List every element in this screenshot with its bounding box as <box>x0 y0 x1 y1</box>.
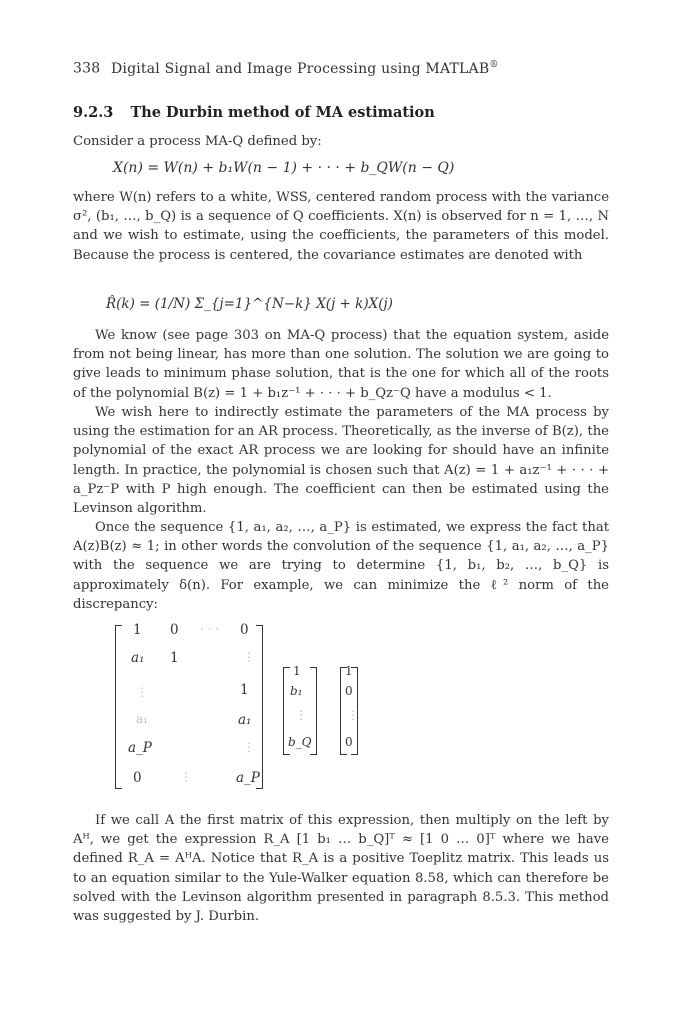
matrix-cell: · · · <box>200 622 220 636</box>
paragraph-definitions: where W(n) refers to a white, WSS, centered random process with the variance σ², (b₁, …, b_Q) is a sequence of Q coefficients. X(n) is observed for n = 1, …, N and we wish to estimate, using the coefficients, the parameters of this model. Because the process is centered, the covariance estimates are denoted with <box>73 190 609 263</box>
vector-b-entry: 1 <box>293 664 301 678</box>
matrix-cell: 1 <box>133 622 142 638</box>
vector-e-entry: ⋮ <box>347 708 359 722</box>
section-number: 9.2.3 <box>73 104 114 121</box>
paragraph-ar-estimation: We wish here to indirectly estimate the parameters of the MA process by using the estimation for an AR process. Theoretically, as the inverse of B(z), the polynomial of the exact AR process we are looking for should have an infinite length. In practice, the polynomial is chosen such that A(z) = 1 + a₁z⁻¹ + · · · + a_Pz⁻P with P high enough. The coefficient can then be estimated using the Levinson algorithm. <box>73 405 609 517</box>
vector-e-entry: 0 <box>345 684 353 698</box>
matrix-cell: a₁ <box>131 650 145 666</box>
paragraph-minimum-phase: We know (see page 303 on MA-Q process) that the equation system, aside from not being linear, has more than one solution. The solution we are going to give leads to minimum phase solution, that is the one for which all of the roots of the polynomial B(z) = 1 + b₁z⁻¹ + · · · + b_Qz⁻Q have a modulus < 1. <box>73 328 609 401</box>
paragraph-convolution: Once the sequence {1, a₁, a₂, …, a_P} is estimated, we express the fact that A(z)B(z) ≈ 1; in other words the convolution of the sequence {1, a₁, a₂, …, a_P} with the sequence we are trying to determine {1, b₁, b₂, …, b_Q} is approximately δ(n). For example, we can minimize the ℓ² norm of the discrepancy: <box>73 520 609 612</box>
matrix-cell: ⋮ <box>180 770 192 784</box>
paragraph-toeplitz: If we call A the first matrix of this expression, then multiply on the left by Aᴴ, we get the expression R_A [1 b₁ … b_Q]ᵀ ≈ [1 0 … 0]ᵀ where we have defined R_A = AᴴA. Notice that R_A is a positive Toeplitz matrix. This leads us to an equation similar to the Yule-Walker equation 8.58, which can therefore be solved with the Levinson algorithm presented in paragraph 8.5.3. This method was suggested by J. Durbin. <box>73 813 609 925</box>
trademark-symbol: ® <box>489 60 499 70</box>
equation-covariance: R̂(k) = (1/N) Σ_{j=1}^{N−k} X(j + k)X(j) <box>106 296 393 312</box>
matrix-cell: a_P <box>128 740 152 756</box>
matrix-cell: 0 <box>170 622 179 638</box>
page-number: 338 <box>73 60 101 77</box>
matrix-cell: 1 <box>170 650 179 666</box>
matrix-cell: a₁ <box>238 712 252 728</box>
equation-ma-process: X(n) = W(n) + b₁W(n − 1) + · · · + b_QW(n − Q) <box>113 160 455 176</box>
matrix-cell: 0 <box>240 622 249 638</box>
matrix-cell: 0 <box>133 770 142 786</box>
matrix-cell: 1 <box>240 682 249 698</box>
matrix-left-bracket <box>115 625 122 789</box>
section-heading <box>73 104 435 121</box>
matrix-cell: a_P <box>236 770 260 786</box>
matrix-cell: a₁ <box>136 712 148 726</box>
vector-b-entry: b₁ <box>290 684 303 698</box>
book-title: Digital Signal and Image Processing using MATLAB <box>110 60 490 77</box>
matrix-cell: ⋮ <box>243 740 255 754</box>
vector-b-entry: ⋮ <box>295 708 307 722</box>
vector-e-entry: 1 <box>345 664 353 678</box>
section-title: The Durbin method of MA estimation <box>130 104 435 121</box>
vector-b-entry: b_Q <box>288 735 312 749</box>
matrix-cell: ⋮ <box>136 685 148 699</box>
intro-text: Consider a process MA-Q defined by: <box>73 134 322 149</box>
vector-e-entry: 0 <box>345 735 353 749</box>
running-header <box>73 60 499 77</box>
matrix-cell: ⋮ <box>243 650 255 664</box>
matrix-right-bracket <box>256 625 263 789</box>
